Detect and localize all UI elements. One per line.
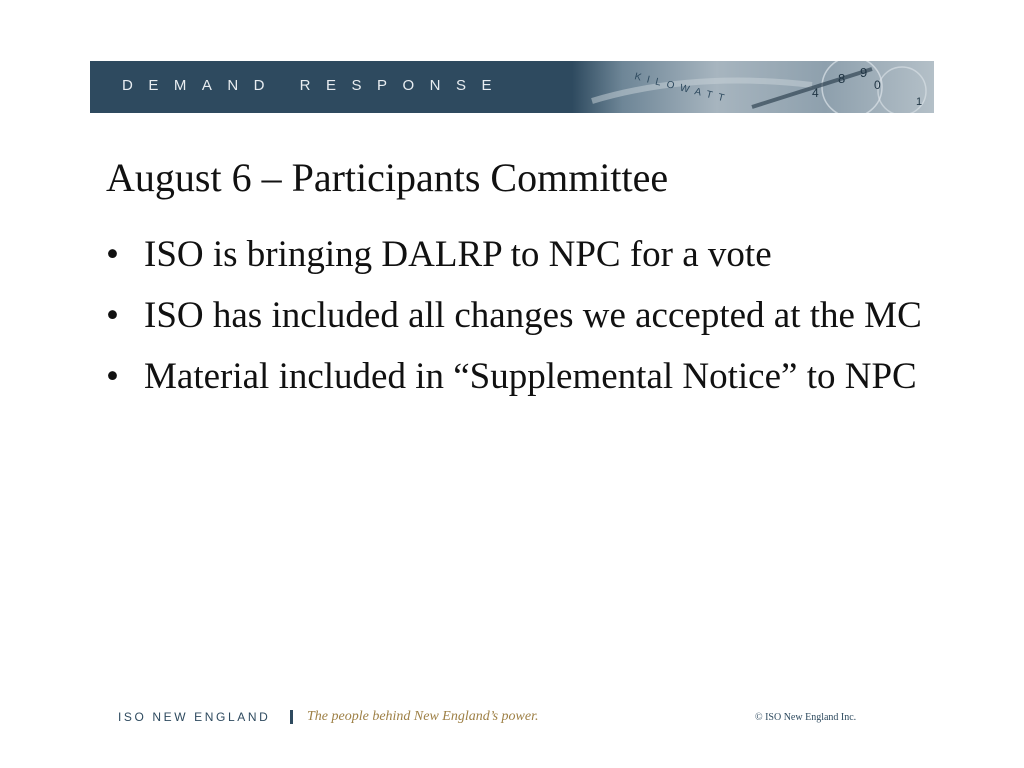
footer — [118, 708, 878, 728]
footer-tagline: The people behind New England’s power. — [307, 709, 539, 724]
bullet-text: ISO has included all changes we accepted at the MC — [144, 295, 922, 336]
footer-organization: ISO NEW ENGLAND — [118, 710, 271, 724]
dial-digit: 0 — [874, 78, 881, 92]
banner-title: DEMAND RESPONSE — [122, 77, 508, 94]
bullet-text: ISO is bringing DALRP to NPC for a vote — [144, 234, 772, 275]
footer-copyright: © ISO New England Inc. — [755, 712, 857, 723]
bullet-text: Material included in “Supplemental Notice” to NPC — [144, 356, 917, 397]
photo-label: KILOWATT — [633, 71, 732, 106]
dial-digit: 1 — [916, 96, 923, 108]
bullet-item — [106, 291, 956, 341]
bullet-list — [106, 230, 956, 413]
header-banner — [90, 61, 934, 113]
footer-divider — [290, 710, 293, 724]
meter-dial-illustration — [572, 61, 934, 113]
dial-digit: 9 — [860, 65, 868, 80]
dial-digit: 8 — [838, 71, 846, 86]
bullet-marker: • — [106, 356, 119, 397]
meter-photo-image — [572, 61, 934, 113]
slide-title: August 6 – Participants Committee — [106, 155, 669, 200]
dial-digit: 4 — [812, 86, 819, 100]
bullet-item — [106, 230, 956, 280]
bullet-marker: • — [106, 234, 119, 275]
bullet-marker: • — [106, 295, 119, 336]
bullet-item — [106, 352, 956, 402]
